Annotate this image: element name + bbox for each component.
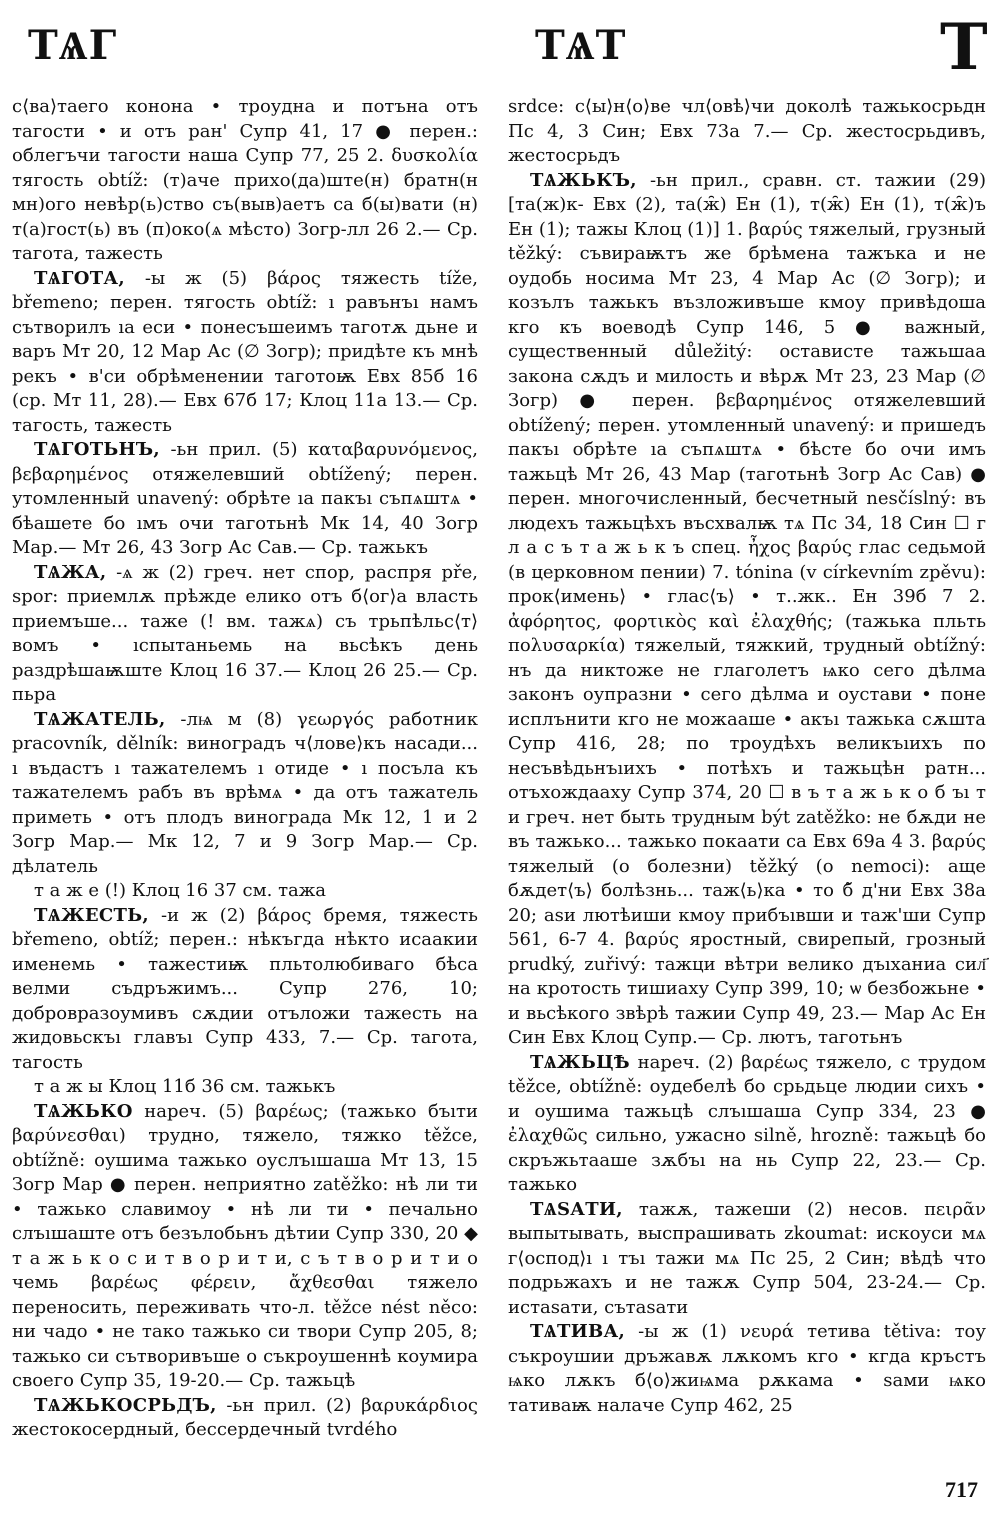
dictionary-entry [12, 708, 478, 880]
entry-text: srdce: с⟨ы⟩н⟨о⟩ве чл⟨овѣ⟩чи доколѣ тажькосрьдн Пс 4, 3 Син; Евх 73а 7.— Ср. жестосрьдивъ, жестосрьдъ [508, 96, 986, 166]
entry-text: нареч. (5) βαρέως; (тажько бъıти βαρύνεσθαι) трудно, тяжело, тяжко těžce, obtížně: оушима тажько оуслъıшаша Мт 13, 15 Зогр Мар ● перен. неприятно zatěžko: нѣ ли ти • тажько славимоу • нѣ ли ти • печально слъıшаште отъ безълобьнъ дѣтии Супр 330, 20 ◆ т а ж ь к о с и т в о р и т и, с ъ т в о р и т и о чемь βαρέως φέρειν, ἄχθεσθαι тяжело переносить, переживать что-л. těžce nést něco: ни чадо • не тако тажько си твори Супр 205, 8; тажько си сътворивъше о съкроушеннѣ коумира своего Супр 35, 19-20.— Ср. тажьцѣ [12, 1100, 478, 1391]
dictionary-entry [508, 169, 986, 1051]
entry-headword: ТѦЖЬКО [34, 1100, 133, 1122]
entry-headword: ТѦЖЕСТЬ, [34, 904, 149, 926]
entry-headword: ТѦЖЬКОСРЬДЪ, [34, 1394, 217, 1416]
entry-text: -ьн прил. (2) βαρυκάρδιος жестокосердный, бессердечный tvrdého [12, 1394, 478, 1440]
entry-headword: ТѦГОТЬНЪ, [34, 439, 160, 460]
entry-text: т а ж е (!) Клоц 16 37 см. тажа [34, 880, 327, 901]
entry-text: -ѧ ж (2) греч. нет спор, распря pře, spor: приемлѫ прѣжде елико отъ б⟨ог⟩а власть приемъше... таже (! вм. тажѧ) съ трьпѣльс⟨т⟩вомъ • ıспытаньемь на вьсѣкъ день раздрѣшаѭште Клоц 16 37.— Клоц 26 25.— Ср. пьра [12, 561, 478, 705]
dictionary-entry [12, 561, 478, 708]
section-letter: Т [940, 10, 989, 85]
entry-text: -ьн прил., сравн. ст. тажии (29) [та(ж)к- Евх (2), та(ж̑) Ен (1), т(ж̑) Ен (1), т(ж̑)ъ Ен (1); тажы Клоц (1)] 1. βαρύς тяжелый, грузный těžký: съвираѭтъ же брѣмена тажъка и не оудобь носима Мт 23, 4 Мар Ас (∅ Зогр); и козълъ тажькъ възложивъше кмоу привѣдоша кго къ воеводѣ Супр 146, 5 ● важный, существенный důležitý: остависте тажьшаа закона сѫдъ и милость и вѣрѫ Мт 23, 23 Мар (∅ Зогр) ● перен. βεβαρημένος отяжелевший obtížený; перен. утомленный unavený: и пришедъ пакъı обрѣте ıа съпѧштѧ • бѣсте бо очи имъ тажьцѣ Мт 26, 43 Мар (таготьнѣ Зогр Ас Сав) ● перен. многочисленный, бесчетный nesčíslný: въ людехъ тажьцѣхъ въсхвалѭ тѧ Пс 34, 18 Син ☐ г л а с ъ т а ж ь к ъ спец. ἦχος βαρύς глас седьмой (в церковном пении) 7. tónina (v církevním zpěvu): прок⟨имень⟩ • глас⟨ъ⟩ • т..жк.. Ен 39б 7 2. ἀφόρητος, φορτικὸς καὶ ἐλαχθής; (тажька пльть πολυσαρκία) тяжелый, тяжкий, трудный obtížný: нъ да никтоже не глаголетъ ѩко сего дѣлма законъ оупразни • сего дѣлма и оустави • поне исплънити кго не можааше • акъı тажька сѫшта Супр 416, 28; по троудѣхъ великъıихъ по несъвѣдьнъıихъ • потѣхъ и тажьцѣн ратн... отъхождааху Супр 374, 20 ☐ в ъ т а ж ь к о б ъı т и греч. нет быть трудным být zatěžko: не бѫди не въ тажько... тажько покаати са Евх 69а 4 3. βαρύς тяжелый (о болезни) těžký (o nemoci): аще бѫдет⟨ъ⟩ болѣзнь... таж⟨ь⟩ка • то б̃ д'ни Евх 38а 20; аѕи лютѣиши кмоу прибъıвши и таж'ши Супр 561, 6-7 4. βαρύς яростный, свирепый, грозный prudký, zuřivý: тажци вѣтри велико дъıханиа сил҃ на кротость тишиаху Супр 399, 10; ѡ безбожьне • и вьсѣкого звѣрѣ тажии Супр 49, 23.— Мар Ас Ен Син Евх Клоц Супр.— Ср. лютъ, таготьнъ [508, 169, 986, 1048]
dictionary-entry [12, 1394, 478, 1443]
right-column [508, 95, 986, 1418]
entry-headword: ТѦЖАТЕЛЬ, [34, 708, 166, 730]
dictionary-entry [508, 1320, 986, 1418]
dictionary-entry [12, 1100, 478, 1394]
entry-headword: ТѦЖА, [34, 561, 107, 583]
entry-headword: ТѦТИВА, [530, 1321, 626, 1342]
dictionary-entry [508, 1051, 986, 1198]
entry-text: -лѩ м (8) γεωργός работник pracovník, dělník: виноградъ ч⟨лове⟩къ насади... ı въдастъ ı тажателемъ ı отиде • ı посъла къ тажателемъ рабъ въ врѣмѧ • да отъ тажатель приметь • отъ плодъ винограда Мк 12, 1 и 2 Зогр Мар.— Мк 12, 7 и 9 Зогр Мар.— Ср. дѣлатель [12, 708, 478, 877]
entry-text: с⟨ва⟩таего конона • троуднa и потънa отъ тагости • и отъ ран' Супр 41, 17 ● перен.: облегъчи тагости наша Супр 77, 25 2. δυσκολία тягость obtíž: (т)аче прихо(да)ште(н) братн(н мн)ого невѣр(ь)ство съ(выв)аетъ са б(ы)вати (н) т(а)гост(ь) въ (п)око(ѧ мѣсто) Зогр-лл 26 2.— Ср. тагота, тажесть [12, 96, 478, 264]
dictionary-entry [12, 438, 478, 561]
entry-text: тажѫ, тажеши (2) несов. πειρᾶν выпытывать, выспрашивать zkoumat: искоуси мѧ г⟨оспод⟩ı ı тъı тажи мѧ Пс 25, 2 Син; вѣдѣ что подрьжахъ и не тажѫ Супр 504, 23-24.— Ср. истаѕати, сътаѕати [508, 1198, 986, 1318]
dictionary-entry [12, 1075, 478, 1100]
entry-text: -и ж (2) βάρος бремя, тяжесть břemeno, obtíž; перен.: нѣкъгда нѣкто исаакии именемь • тажестиѭ пльтолюбиваго бѣса велми съдръжимъ... Супр 276, 10; добровразоумивъ сѫдии отъложи тажесть на жидовьскъı главъı Супр 433, 7.— Ср. тагота, тагость [12, 904, 478, 1073]
page-number: 717 [945, 1477, 978, 1502]
entry-text: -ы ж (1) νευρά тетива tětiva: тоу съкроушии дръжавѫ лѫкомъ кго • кгда кръстъ ѩко лѫкъ б⟨о⟩жиѩма рѫкама • ѕами ѩко тативаѭ налаче Супр 462, 25 [508, 1321, 986, 1416]
entry-text: -ьн прил. (5) καταβαρυνόμενος, βεβαρημένος отяжелевший obtížený; перен. утомленный unavený: обрѣте ıа пакъı съпѧштѧ • бѣашете бо ıмъ очи таготьнѣ Мк 14, 40 Зогр Мар.— Мт 26, 43 Зогр Ас Сав.— Ср. тажькъ [12, 439, 478, 558]
entry-text: т а ж ы Клоц 11б 36 см. тажькъ [34, 1076, 336, 1097]
entry-headword: ТѦЖЬКЪ, [530, 169, 637, 191]
left-column [12, 95, 478, 1443]
entry-text: нареч. (2) βαρέως тяжело, с трудом těžce, obtížně: оудебелѣ бо срьдьце людии сихъ • и оушима тажьцѣ слъıшаша Супр 334, 23 ● ἐλαχθῶς сильно, ужасно silně, hrozně: тажьцѣ бо скръжьтааше зѫбъı на нь Супр 22, 23.— Ср. тажько [508, 1051, 986, 1195]
entry-headword: ТѦЖЬЦѢ [530, 1051, 630, 1073]
dictionary-entry [508, 1198, 986, 1321]
entry-text: -ы ж (5) βάρος тяжесть tíže, břemeno; перен. тягость obtíž: ı равънъı намъ сътворилъ ıа еси • понесъшеимъ таготѫ дьне и варъ Мт 20, 12 Мар Ас (∅ Зогр); придѣте къ мнѣ рекъ • в'си обрѣменении таготоѭ Евх 85б 16 (ср. Мт 11, 28).— Евх 67б 17; Клоц 11а 13.— Ср. тагость, тажесть [12, 267, 478, 436]
entry-headword: ТѦЅАТИ, [530, 1198, 623, 1220]
dictionary-entry [508, 95, 986, 169]
running-head-middle: ТѦТ [535, 22, 627, 69]
dictionary-entry [12, 267, 478, 439]
dictionary-entry [12, 879, 478, 904]
running-head-left: ТѦГ [28, 22, 118, 69]
entry-headword: ТѦГОТА, [34, 267, 125, 289]
dictionary-entry [12, 904, 478, 1076]
dictionary-entry [12, 95, 478, 267]
